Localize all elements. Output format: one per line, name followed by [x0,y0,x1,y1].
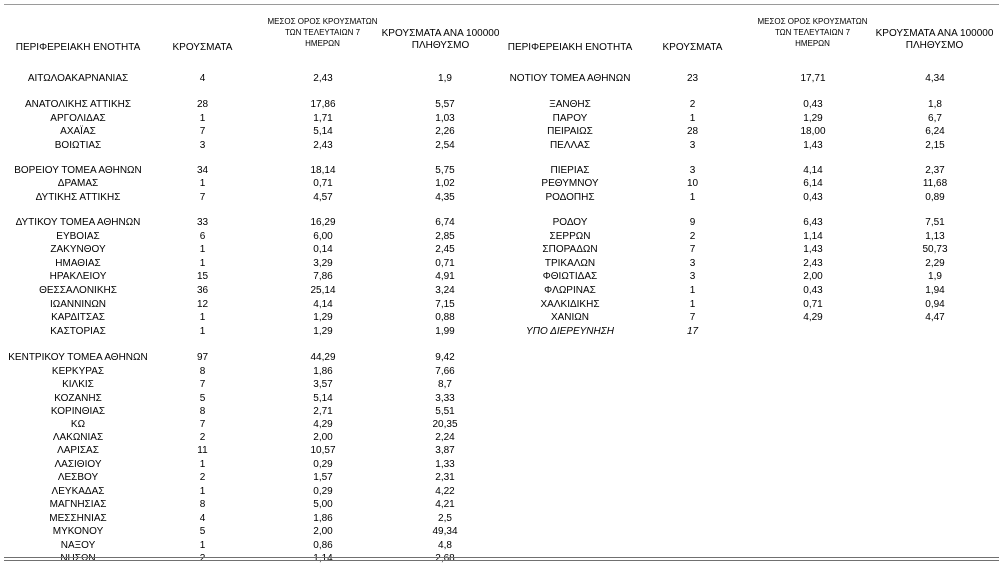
cell-cases: 3 [689,271,696,282]
cell-cases: 3 [689,258,696,269]
cell-cases: 2 [689,231,696,242]
cell-per: 2,85 [435,231,455,242]
cell-avg: 0,43 [803,99,823,110]
cell-name: ΘΕΣΣΑΛΟΝΙΚΗΣ [39,285,117,296]
cell-cases: 1 [199,178,206,189]
cell-per: 2,68 [435,553,455,564]
cell-per: 1,02 [435,178,455,189]
header-avg-line2: ΤΩΝ ΤΕΛΕΥΤΑΙΩΝ 7 [774,28,851,37]
header-avg-right [740,16,885,49]
header-cases-right: ΚΡΟΥΣΜΑΤΑ [662,42,723,53]
cell-cases: 8 [199,366,206,377]
cell-cases: 1 [199,312,206,323]
cell-per: 1,9 [438,73,452,84]
cell-avg: 2,43 [803,258,823,269]
cell-avg: 0,29 [313,486,333,497]
cell-cases: 8 [199,499,206,510]
cell-avg: 18,14 [310,165,336,176]
cell-avg: 1,43 [803,140,823,151]
cell-avg: 0,71 [803,299,823,310]
header-per-line1: ΚΡΟΥΣΜΑΤΑ ΑΝΑ 100000 [875,28,994,39]
cell-per: 2,24 [435,432,455,443]
top-border [4,4,999,5]
header-avg-left [250,16,395,49]
cell-avg: 17,71 [800,73,826,84]
cell-avg: 0,29 [313,459,333,470]
cell-name: ΠΙΕΡΙΑΣ [550,165,590,176]
cell-name: ΜΑΓΝΗΣΙΑΣ [49,499,107,510]
cell-cases: 7 [199,126,206,137]
cell-name: ΒΟΙΩΤΙΑΣ [54,140,102,151]
cell-per: 7,51 [925,217,945,228]
cell-name: ΡΕΘΥΜΝΟΥ [541,178,599,189]
cell-cases: 33 [196,217,209,228]
cell-per: 5,57 [435,99,455,110]
cell-cases: 7 [199,419,206,430]
cell-cases: 3 [689,140,696,151]
cell-cases: 1 [199,459,206,470]
cell-name: ΛΕΣΒΟΥ [57,472,99,483]
cell-per: 11,68 [922,178,948,189]
cell-name: ΚΑΡΔΙΤΣΑΣ [51,312,105,323]
cell-name: ΛΑΚΩΝΙΑΣ [52,432,104,443]
cell-per: 0,88 [435,312,455,323]
header-avg-line2: ΤΩΝ ΤΕΛΕΥΤΑΙΩΝ 7 [284,28,361,37]
cell-name: ΑΙΤΩΛΟΑΚΑΡΝΑΝΙΑΣ [27,73,129,84]
header-per-left [378,28,503,52]
cell-cases: 9 [689,217,696,228]
header-avg-line1: ΜΕΣΟΣ ΟΡΟΣ ΚΡΟΥΣΜΑΤΩΝ [757,17,868,26]
cell-avg: 1,43 [803,244,823,255]
cell-avg: 6,43 [803,217,823,228]
cell-cases: 3 [199,140,206,151]
cell-per: 8,7 [438,379,452,390]
cell-per: 1,8 [928,99,942,110]
cell-avg: 18,00 [800,126,826,137]
cell-name: ΠΕΛΛΑΣ [549,140,591,151]
cell-avg: 17,86 [310,99,336,110]
cell-name: ΚΕΡΚΥΡΑΣ [51,366,105,377]
cell-name: ΦΛΩΡΙΝΑΣ [544,285,596,296]
cell-cases: 34 [196,165,209,176]
cell-per: 2,45 [435,244,455,255]
cell-cases: 1 [689,299,696,310]
cell-name: ΕΥΒΟΙΑΣ [56,231,100,242]
cell-cases: 7 [199,192,206,203]
cell-avg: 5,00 [313,499,333,510]
cell-name: ΞΑΝΘΗΣ [549,99,591,110]
cell-name: ΥΠΟ ΔΙΕΡΕΥΝΗΣΗ [526,326,614,337]
cell-per: 0,89 [925,192,945,203]
cell-per: 3,87 [435,445,455,456]
cell-per: 4,22 [435,486,455,497]
cell-per: 4,8 [438,540,452,551]
cell-per: 3,24 [435,285,455,296]
cell-avg: 2,71 [313,406,333,417]
cell-cases: 5 [199,393,206,404]
cell-cases: 4 [199,513,206,524]
cell-name: ΜΥΚΟΝΟΥ [52,526,104,537]
cell-name: ΣΠΟΡΑΔΩΝ [542,244,598,255]
cell-cases: 3 [689,165,696,176]
cell-per: 4,91 [435,271,455,282]
cell-cases: 12 [196,299,209,310]
header-region-left: ΠΕΡΙΦΕΡΕΙΑΚΗ ΕΝΟΤΗΤΑ [15,42,141,53]
cell-name: ΝΗΣΩΝ [60,553,96,564]
header-avg-line1: ΜΕΣΟΣ ΟΡΟΣ ΚΡΟΥΣΜΑΤΩΝ [267,17,378,26]
cell-per: 1,33 [435,459,455,470]
cell-avg: 16,29 [310,217,336,228]
header-avg-line3: ΗΜΕΡΩΝ [305,39,340,48]
cell-cases: 2 [199,432,206,443]
cell-avg: 1,86 [313,366,333,377]
cell-name: ΜΕΣΣΗΝΙΑΣ [49,513,107,524]
cell-cases: 17 [686,326,699,337]
cell-name: ΗΡΑΚΛΕΙΟΥ [49,271,107,282]
cell-per: 5,51 [435,406,455,417]
cell-per: 0,94 [925,299,945,310]
cell-avg: 1,71 [313,113,333,124]
cell-per: 1,9 [928,271,942,282]
cell-name: ΚΕΝΤΡΙΚΟΥ ΤΟΜΕΑ ΑΘΗΝΩΝ [8,352,148,363]
cell-name: ΛΕΥΚΑΔΑΣ [51,486,105,497]
cell-per: 4,35 [435,192,455,203]
cell-cases: 97 [196,352,209,363]
cell-name: ΣΕΡΡΩΝ [549,231,591,242]
cell-name: ΑΝΑΤΟΛΙΚΗΣ ΑΤΤΙΚΗΣ [24,99,132,110]
cell-cases: 1 [199,326,206,337]
cell-per: 4,47 [925,312,945,323]
cell-cases: 1 [199,244,206,255]
cell-cases: 5 [199,526,206,537]
cell-avg: 1,86 [313,513,333,524]
cell-name: ΠΑΡΟΥ [552,113,588,124]
cell-avg: 1,29 [313,326,333,337]
cell-avg: 5,14 [313,393,333,404]
cell-avg: 0,43 [803,285,823,296]
cell-avg: 4,14 [803,165,823,176]
cell-avg: 0,43 [803,192,823,203]
cell-avg: 7,86 [313,271,333,282]
cell-cases: 11 [197,445,208,456]
cell-cases: 28 [196,99,209,110]
header-per-line2: ΠΛΗΘΥΣΜΟ [905,40,964,51]
cell-avg: 2,43 [313,140,333,151]
cell-name: ΛΑΣΙΘΙΟΥ [54,459,102,470]
cell-per: 1,13 [925,231,945,242]
cell-name: ΝΑΞΟΥ [60,540,96,551]
cell-per: 1,99 [435,326,455,337]
header-region-right: ΠΕΡΙΦΕΡΕΙΑΚΗ ΕΝΟΤΗΤΑ [507,42,633,53]
cell-cases: 15 [196,271,209,282]
cell-avg: 1,57 [313,472,333,483]
cell-avg: 1,14 [803,231,823,242]
cell-per: 4,21 [435,499,455,510]
cell-per: 5,75 [435,165,455,176]
cell-per: 49,34 [432,526,458,537]
cell-per: 9,42 [435,352,455,363]
cell-avg: 2,00 [313,526,333,537]
cell-cases: 1 [689,285,696,296]
header-per-line2: ΠΛΗΘΥΣΜΟ [411,40,470,51]
cell-cases: 7 [199,379,206,390]
cell-per: 2,31 [435,472,455,483]
cell-avg: 3,29 [313,258,333,269]
header-cases-left: ΚΡΟΥΣΜΑΤΑ [172,42,233,53]
header-avg-line3: ΗΜΕΡΩΝ [795,39,830,48]
cell-cases: 2 [199,472,206,483]
cell-avg: 25,14 [310,285,336,296]
cell-cases: 10 [686,178,699,189]
cell-cases: 7 [689,312,696,323]
cell-name: ΚΩ [70,419,86,430]
cell-avg: 1,29 [803,113,823,124]
header-per-right [872,28,997,52]
cell-avg: 2,00 [803,271,823,282]
cell-name: ΑΡΓΟΛΙΔΑΣ [50,113,106,124]
cell-avg: 3,57 [313,379,333,390]
cell-avg: 4,29 [313,419,333,430]
cell-name: ΔΡΑΜΑΣ [57,178,99,189]
cell-per: 7,66 [435,366,455,377]
cell-avg: 2,00 [313,432,333,443]
cell-per: 2,54 [435,140,455,151]
cell-cases: 1 [199,486,206,497]
cell-name: ΧΑΛΚΙΔΙΚΗΣ [540,299,600,310]
cell-name: ΚΟΖΑΝΗΣ [54,393,102,404]
cell-avg: 1,14 [313,553,333,564]
cell-cases: 23 [686,73,699,84]
cell-name: ΚΙΛΚΙΣ [62,379,94,390]
cell-cases: 1 [689,113,696,124]
cell-name: ΑΧΑΪΑΣ [60,126,96,137]
cell-avg: 0,14 [313,244,333,255]
cell-cases: 7 [689,244,696,255]
cell-avg: 6,14 [803,178,823,189]
cell-per: 6,74 [435,217,455,228]
cell-per: 2,29 [925,258,945,269]
cell-cases: 2 [689,99,696,110]
cell-avg: 44,29 [310,352,336,363]
cell-name: ΡΟΔΟΠΗΣ [545,192,595,203]
cell-per: 3,33 [435,393,455,404]
cell-name: ΧΑΝΙΩΝ [550,312,590,323]
cell-name: ΙΩΑΝΝΙΝΩΝ [49,299,107,310]
cell-name: ΗΜΑΘΙΑΣ [55,258,101,269]
cell-name: ΔΥΤΙΚΗΣ ΑΤΤΙΚΗΣ [35,192,121,203]
cell-avg: 4,57 [313,192,333,203]
cell-cases: 6 [199,231,206,242]
cell-avg: 0,86 [313,540,333,551]
cell-per: 2,5 [438,513,452,524]
cell-per: 2,15 [925,140,945,151]
cell-name: ΤΡΙΚΑΛΩΝ [544,258,596,269]
cell-cases: 2 [199,553,206,564]
cell-cases: 36 [196,285,209,296]
cell-cases: 1 [199,540,206,551]
cell-name: ΦΘΙΩΤΙΔΑΣ [542,271,598,282]
cell-cases: 1 [199,113,206,124]
cell-avg: 0,71 [313,178,333,189]
cell-name: ΔΥΤΙΚΟΥ ΤΟΜΕΑ ΑΘΗΝΩΝ [15,217,141,228]
cell-per: 0,71 [435,258,455,269]
cell-cases: 4 [199,73,206,84]
cell-avg: 10,57 [310,445,336,456]
cell-avg: 1,29 [313,312,333,323]
bottom-border-double [4,560,999,561]
cell-cases: 8 [199,406,206,417]
header-per-line1: ΚΡΟΥΣΜΑΤΑ ΑΝΑ 100000 [381,28,500,39]
cell-per: 2,26 [435,126,455,137]
cell-per: 50,73 [922,244,948,255]
cell-per: 1,94 [925,285,945,296]
cell-per: 7,15 [435,299,455,310]
cell-name: ΒΟΡΕΙΟΥ ΤΟΜΕΑ ΑΘΗΝΩΝ [14,165,142,176]
cell-cases: 1 [199,258,206,269]
cell-name: ΚΟΡΙΝΘΙΑΣ [50,406,106,417]
cell-per: 2,37 [925,165,945,176]
cell-name: ΛΑΡΙΣΑΣ [57,445,99,456]
cell-cases: 1 [689,192,696,203]
cell-per: 6,7 [928,113,942,124]
cell-name: ΚΑΣΤΟΡΙΑΣ [50,326,106,337]
bottom-border [4,557,999,558]
cell-name: ΖΑΚΥΝΘΟΥ [50,244,106,255]
cell-per: 1,03 [435,113,455,124]
cell-avg: 6,00 [313,231,333,242]
cell-per: 6,24 [925,126,945,137]
cell-avg: 5,14 [313,126,333,137]
cell-cases: 28 [686,126,699,137]
cell-per: 20,35 [432,419,458,430]
cell-name: ΡΟΔΟΥ [552,217,588,228]
cell-per: 4,34 [925,73,945,84]
cell-avg: 4,29 [803,312,823,323]
cell-name: ΠΕΙΡΑΙΩΣ [547,126,593,137]
cell-name: ΝΟΤΙΟΥ ΤΟΜΕΑ ΑΘΗΝΩΝ [509,73,631,84]
cell-avg: 2,43 [313,73,333,84]
cell-avg: 4,14 [313,299,333,310]
